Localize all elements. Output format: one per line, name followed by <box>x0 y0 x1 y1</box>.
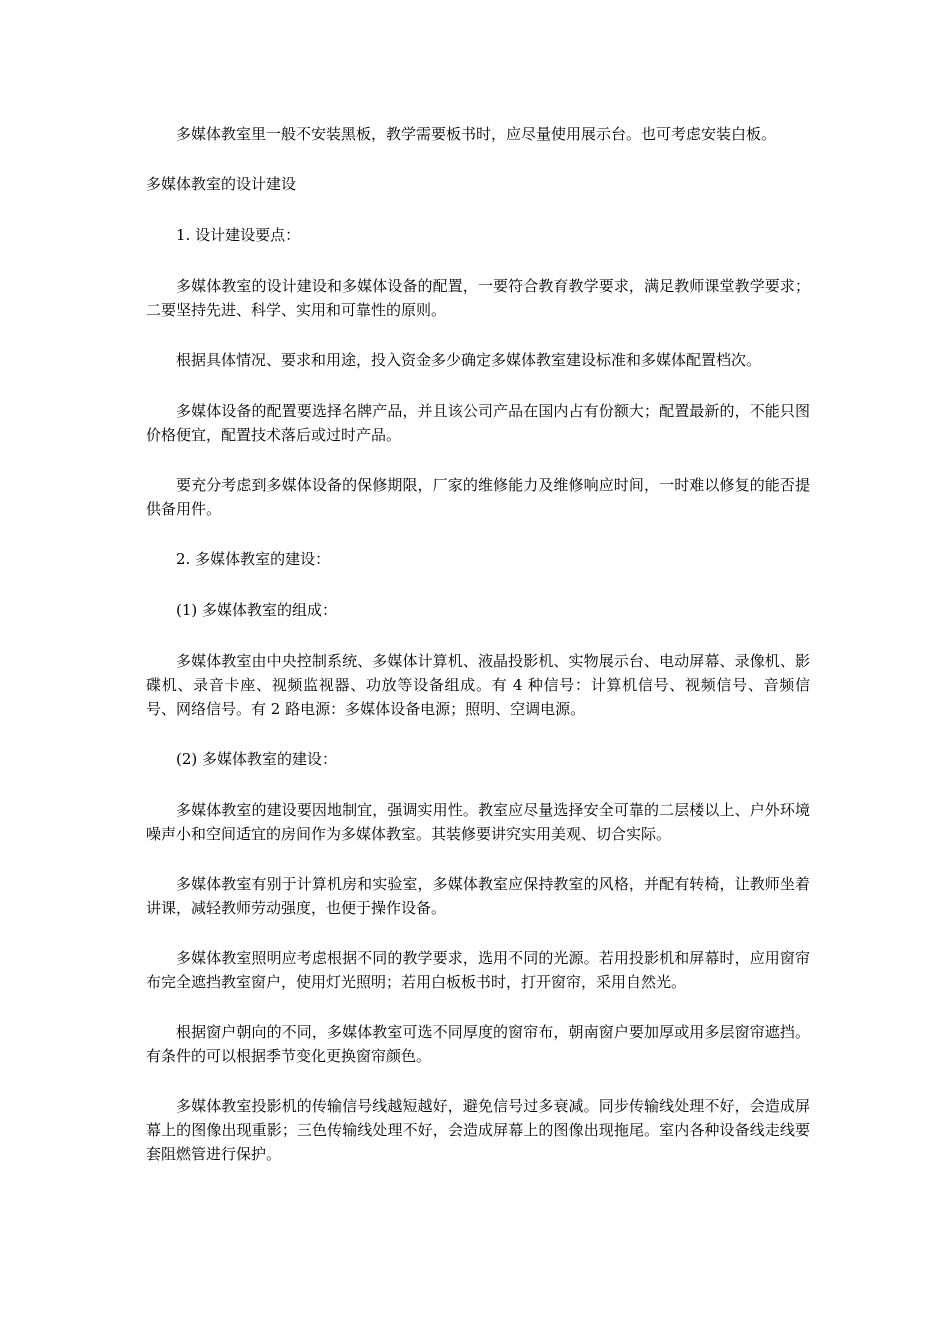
body-paragraph: 多媒体教室的建设要因地制宜，强调实用性。教室应尽量选择安全可靠的二层楼以上、户外环境噪声小和空间适宜的房间作为多媒体教室。其装修要讲究实用美观、切合实际。 <box>146 801 810 843</box>
body-paragraph: 多媒体设备的配置要选择名牌产品，并且该公司产品在国内占有份额大；配置最新的，不能只图价格便宜，配置技术落后或过时产品。 <box>146 402 810 444</box>
document-body <box>146 122 810 1192</box>
subsection-heading: (1) 多媒体教室的组成： <box>176 601 338 619</box>
body-paragraph: 多媒体教室由中央控制系统、多媒体计算机、液晶投影机、实物展示台、电动屏幕、录像机、影碟机、录音卡座、视频监视器、功放等设备组成。有 4 种信号：计算机信号、视频信号、音频信号、网络信号。有 2 路电源：多媒体设备电源；照明、空调电源。 <box>146 652 810 718</box>
subsection-heading: 2. 多媒体教室的建设： <box>176 550 331 568</box>
body-paragraph: 多媒体教室的设计建设和多媒体设备的配置，一要符合教育教学要求，满足教师课堂教学要求；二要坚持先进、科学、实用和可靠性的原则。 <box>146 277 810 319</box>
body-paragraph: 要充分考虑到多媒体设备的保修期限，厂家的维修能力及维修响应时间，一时难以修复的能否提供备用件。 <box>146 476 810 518</box>
body-paragraph: 多媒体教室有别于计算机房和实验室，多媒体教室应保持教室的风格，并配有转椅，让教师坐着讲课，减轻教师劳动强度，也便于操作设备。 <box>146 875 810 917</box>
body-paragraph: 多媒体教室投影机的传输信号线越短越好，避免信号过多衰减。同步传输线处理不好，会造成屏幕上的图像出现重影；三色传输线处理不好，会造成屏幕上的图像出现拖尾。室内各种设备线走线要套阻燃管进行保护。 <box>146 1097 810 1163</box>
subsection-heading: 1. 设计建设要点： <box>176 226 301 244</box>
body-paragraph: 根据具体情况、要求和用途，投入资金多少确定多媒体教室建设标准和多媒体配置档次。 <box>176 351 762 369</box>
body-paragraph: 多媒体教室里一般不安装黑板，教学需要板书时，应尽量使用展示台。也可考虑安装白板。 <box>176 125 777 143</box>
body-paragraph: 根据窗户朝向的不同，多媒体教室可选不同厚度的窗帘布，朝南窗户要加厚或用多层窗帘遮挡。有条件的可以根据季节变化更换窗帘颜色。 <box>146 1023 810 1065</box>
subsection-heading: (2) 多媒体教室的建设： <box>176 750 338 768</box>
body-paragraph: 多媒体教室照明应考虑根据不同的教学要求，选用不同的光源。若用投影机和屏幕时，应用窗帘布完全遮挡教室窗户，使用灯光照明；若用白板板书时，打开窗帘，采用自然光。 <box>146 949 810 991</box>
section-heading: 多媒体教室的设计建设 <box>146 175 297 193</box>
